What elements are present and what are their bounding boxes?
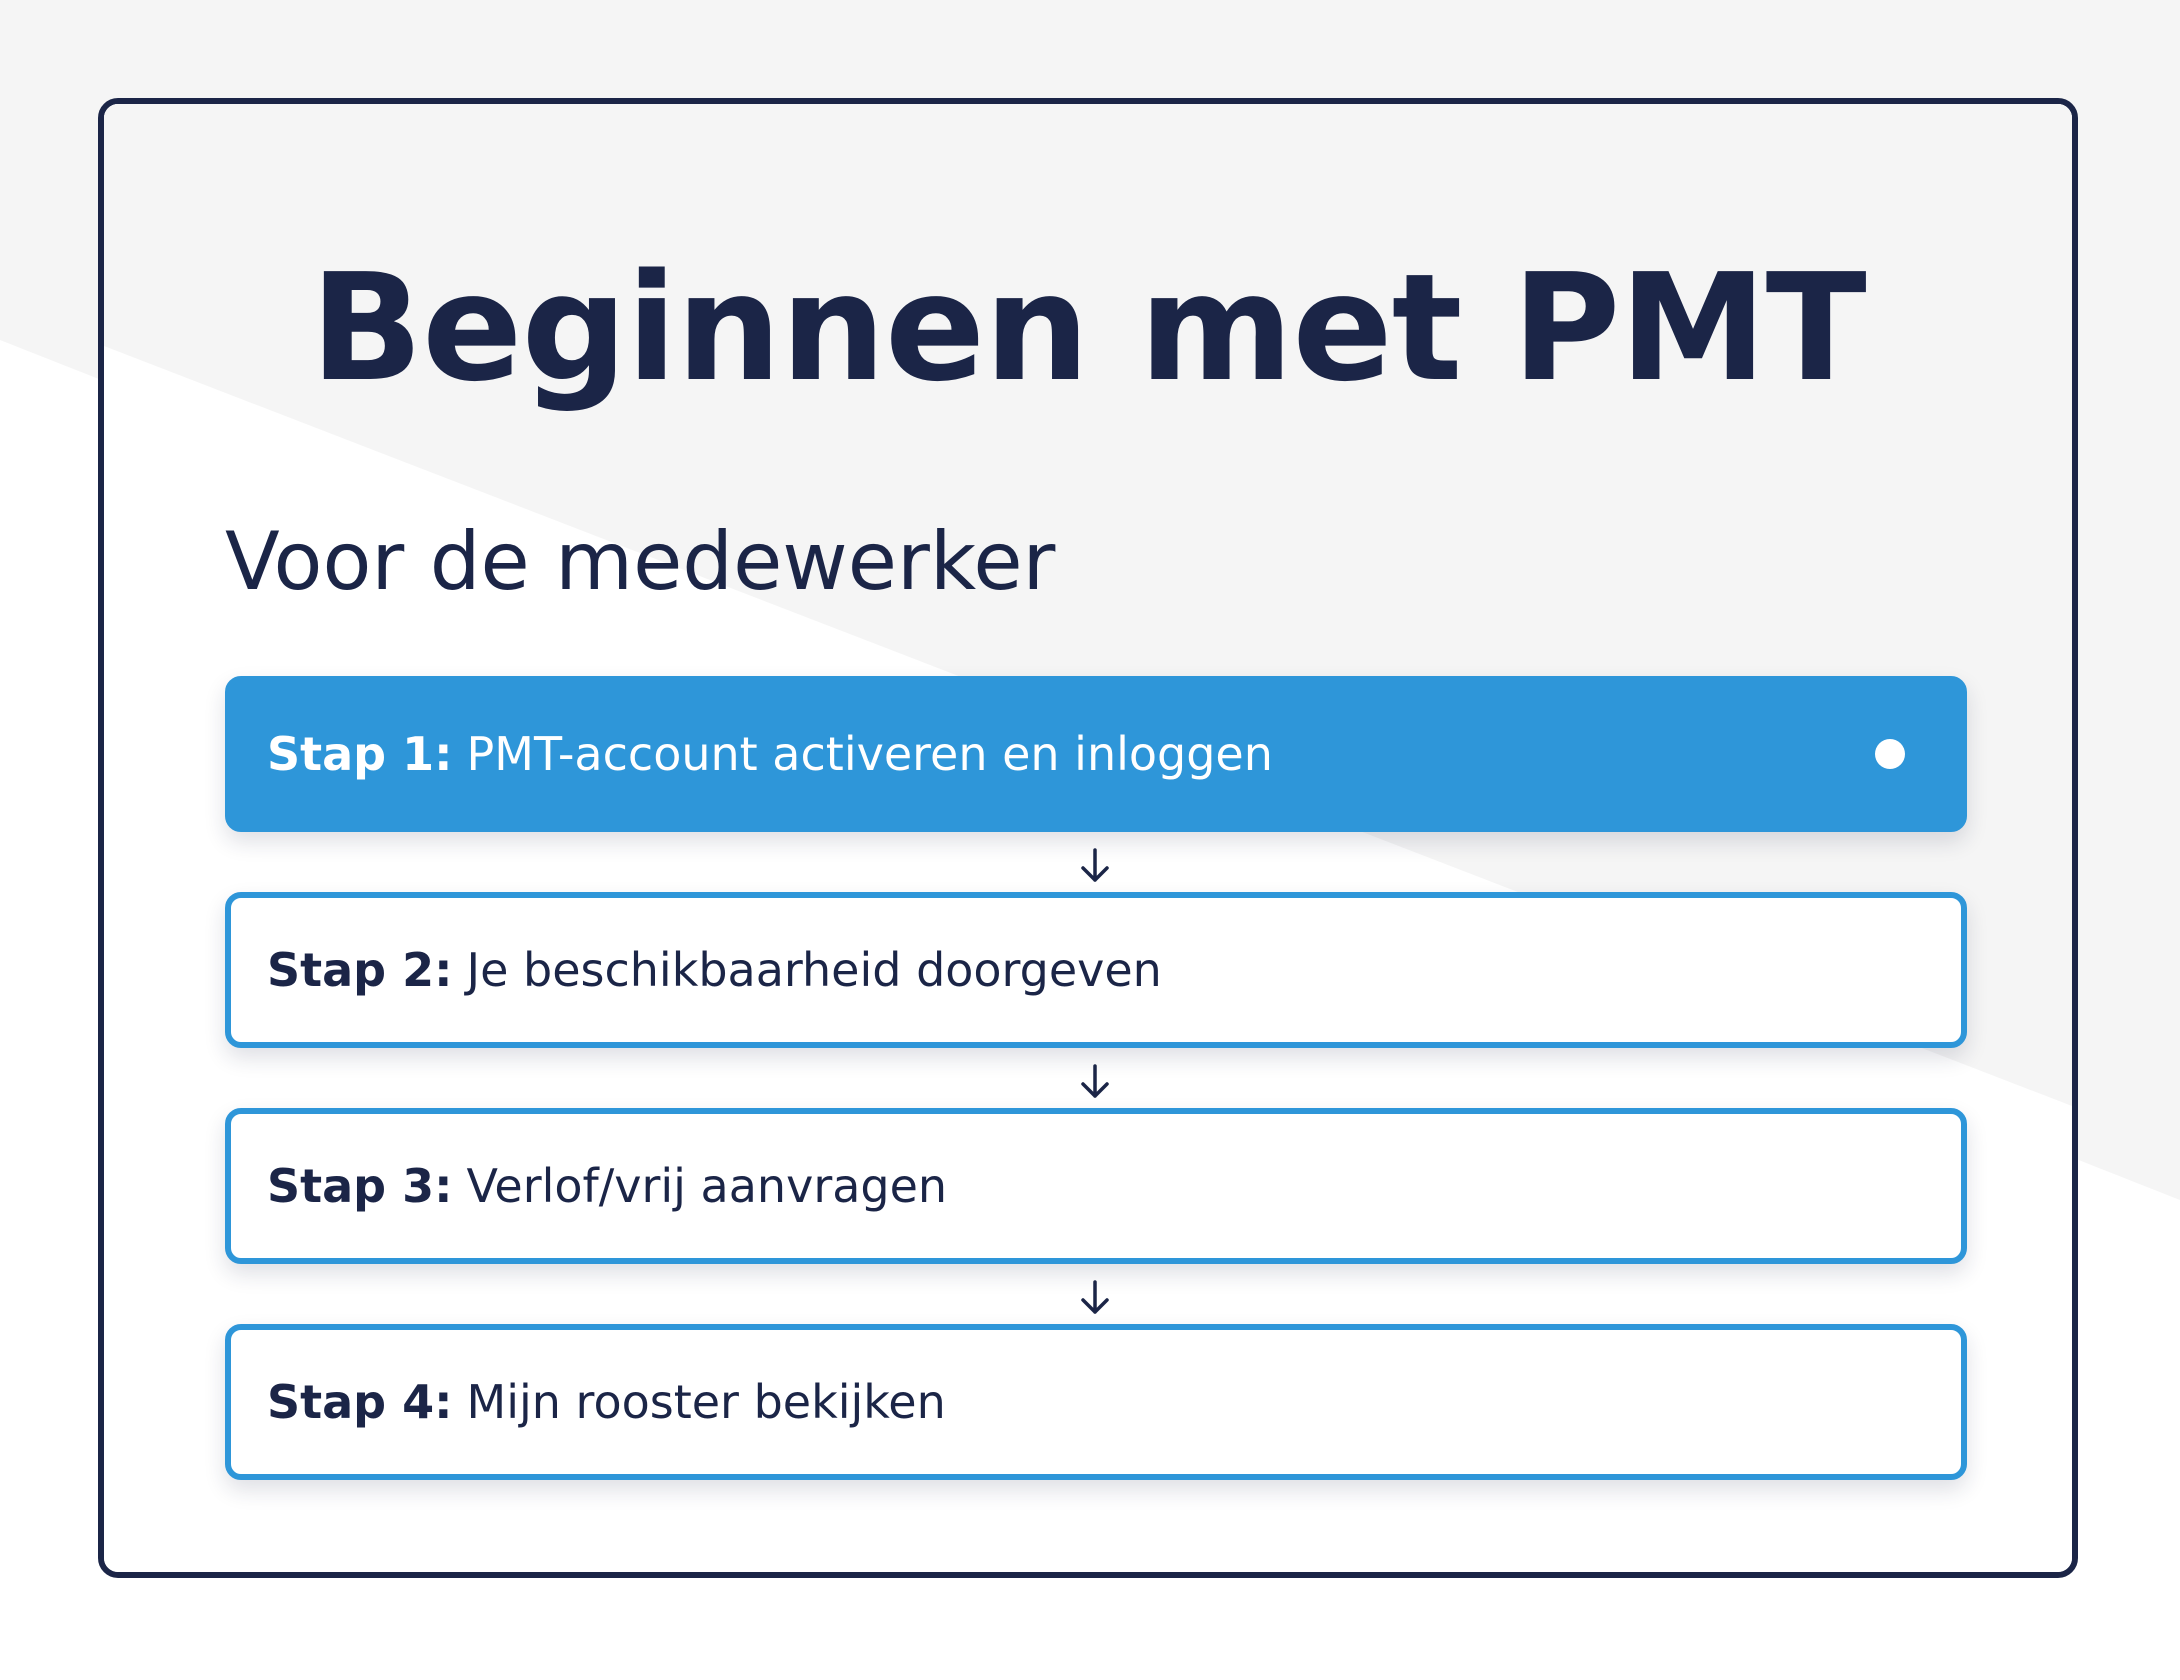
step-2-label: Stap 2:: [267, 943, 453, 997]
step-3-item[interactable]: [225, 1108, 1967, 1264]
step-2-item[interactable]: [225, 892, 1967, 1048]
step-4-item[interactable]: [225, 1324, 1967, 1480]
page-title: Beginnen met PMT: [310, 242, 1866, 414]
steps-card: [98, 98, 2078, 1578]
step-2-text: Je beschikbaarheid doorgeven: [466, 943, 1162, 997]
step-3-label: Stap 3:: [267, 1159, 453, 1213]
arrow-down-icon: [1075, 846, 1115, 886]
step-4-text: Mijn rooster bekijken: [466, 1375, 946, 1429]
section-subtitle: Voor de medewerker: [225, 515, 1056, 608]
step-1-label: Stap 1:: [267, 727, 453, 781]
step-1-text: PMT-account activeren en inloggen: [466, 727, 1273, 781]
step-1-item[interactable]: [225, 676, 1967, 832]
step-4-label: Stap 4:: [267, 1375, 453, 1429]
dot-icon: [1875, 739, 1905, 769]
arrow-down-icon: [1075, 1062, 1115, 1102]
step-3-text: Verlof/vrij aanvragen: [466, 1159, 948, 1213]
arrow-down-icon: [1075, 1278, 1115, 1318]
